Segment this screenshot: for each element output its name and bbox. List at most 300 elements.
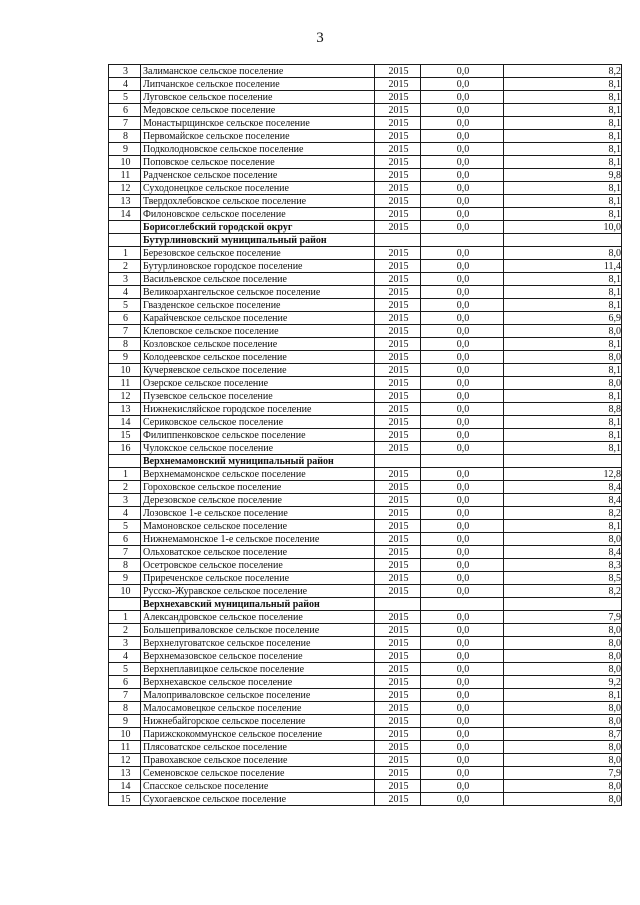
settlement-name-cell: Великоархангельское сельское поселение [141, 286, 375, 299]
value-2-cell: 8,0 [504, 741, 622, 754]
settlement-name-cell: Поповское сельское поселение [141, 156, 375, 169]
table-row [109, 611, 622, 624]
year-cell: 2015 [375, 143, 421, 156]
year-cell: 2015 [375, 741, 421, 754]
value-1-cell: 0,0 [421, 624, 504, 637]
table-row [109, 416, 622, 429]
value-2-cell: 8,1 [504, 429, 622, 442]
value-1-cell: 0,0 [421, 520, 504, 533]
row-number-cell: 11 [109, 377, 141, 390]
table-row [109, 741, 622, 754]
value-1-cell: 0,0 [421, 130, 504, 143]
value-1-cell: 0,0 [421, 91, 504, 104]
value-1-cell: 0,0 [421, 689, 504, 702]
year-cell: 2015 [375, 611, 421, 624]
value-1-cell: 0,0 [421, 117, 504, 130]
settlement-name-cell: Первомайское сельское поселение [141, 130, 375, 143]
row-number-cell: 15 [109, 793, 141, 806]
value-2-cell: 8,4 [504, 546, 622, 559]
value-2-cell: 8,0 [504, 780, 622, 793]
table-row [109, 117, 622, 130]
value-2-cell: 8,0 [504, 702, 622, 715]
value-2-cell [504, 234, 622, 247]
table-row [109, 663, 622, 676]
table-row [109, 481, 622, 494]
year-cell [375, 598, 421, 611]
table-row [109, 689, 622, 702]
settlement-name-cell: Карайчевское сельское поселение [141, 312, 375, 325]
value-1-cell: 0,0 [421, 611, 504, 624]
value-1-cell: 0,0 [421, 715, 504, 728]
row-number-cell: 10 [109, 156, 141, 169]
table-row [109, 78, 622, 91]
value-2-cell: 10,0 [504, 221, 622, 234]
value-2-cell: 8,0 [504, 533, 622, 546]
value-1-cell: 0,0 [421, 156, 504, 169]
section-heading-row [109, 234, 622, 247]
value-1-cell: 0,0 [421, 65, 504, 78]
row-number-cell: 13 [109, 403, 141, 416]
year-cell: 2015 [375, 754, 421, 767]
value-1-cell: 0,0 [421, 299, 504, 312]
value-1-cell: 0,0 [421, 273, 504, 286]
row-number-cell: 8 [109, 338, 141, 351]
value-2-cell: 8,1 [504, 390, 622, 403]
settlement-name-cell: Верхнемамонский муниципальный район [141, 455, 375, 468]
settlement-name-cell: Колодеевское сельское поселение [141, 351, 375, 364]
value-2-cell: 8,1 [504, 156, 622, 169]
value-2-cell: 8,0 [504, 637, 622, 650]
year-cell: 2015 [375, 403, 421, 416]
value-2-cell: 8,1 [504, 195, 622, 208]
value-2-cell: 8,1 [504, 117, 622, 130]
value-2-cell: 8,0 [504, 793, 622, 806]
settlement-name-cell: Малосамовецкое сельское поселение [141, 702, 375, 715]
year-cell: 2015 [375, 585, 421, 598]
settlements-table [108, 64, 622, 806]
table-row [109, 143, 622, 156]
row-number-cell: 8 [109, 130, 141, 143]
table-row [109, 195, 622, 208]
value-2-cell: 8,1 [504, 416, 622, 429]
row-number-cell: 5 [109, 663, 141, 676]
table-row [109, 637, 622, 650]
value-2-cell: 8,4 [504, 481, 622, 494]
row-number-cell: 2 [109, 624, 141, 637]
row-number-cell: 15 [109, 429, 141, 442]
row-number-cell: 14 [109, 416, 141, 429]
table-row [109, 65, 622, 78]
value-1-cell: 0,0 [421, 559, 504, 572]
settlement-name-cell: Сериковское сельское поселение [141, 416, 375, 429]
year-cell: 2015 [375, 507, 421, 520]
value-1-cell: 0,0 [421, 312, 504, 325]
table-row [109, 338, 622, 351]
value-2-cell: 8,1 [504, 520, 622, 533]
table-row [109, 273, 622, 286]
year-cell: 2015 [375, 351, 421, 364]
settlement-name-cell: Луговское сельское поселение [141, 91, 375, 104]
value-2-cell: 8,4 [504, 494, 622, 507]
settlement-name-cell: Дерезовское сельское поселение [141, 494, 375, 507]
year-cell: 2015 [375, 286, 421, 299]
settlement-name-cell: Бутурлиновское городское поселение [141, 260, 375, 273]
value-2-cell: 8,1 [504, 338, 622, 351]
value-1-cell: 0,0 [421, 663, 504, 676]
table-row [109, 793, 622, 806]
table-row [109, 494, 622, 507]
settlement-name-cell: Верхнемазовское сельское поселение [141, 650, 375, 663]
value-1-cell: 0,0 [421, 377, 504, 390]
value-1-cell: 0,0 [421, 728, 504, 741]
settlement-name-cell: Семеновское сельское поселение [141, 767, 375, 780]
table-row [109, 182, 622, 195]
year-cell: 2015 [375, 767, 421, 780]
value-1-cell: 0,0 [421, 507, 504, 520]
year-cell [375, 455, 421, 468]
value-1-cell: 0,0 [421, 793, 504, 806]
value-1-cell: 0,0 [421, 494, 504, 507]
value-1-cell [421, 455, 504, 468]
year-cell: 2015 [375, 117, 421, 130]
settlement-name-cell: Васильевское сельское поселение [141, 273, 375, 286]
table-row [109, 702, 622, 715]
table-row [109, 312, 622, 325]
year-cell: 2015 [375, 533, 421, 546]
value-2-cell: 8,2 [504, 507, 622, 520]
value-2-cell: 8,1 [504, 182, 622, 195]
settlement-name-cell: Гвазденское сельское поселение [141, 299, 375, 312]
year-cell: 2015 [375, 520, 421, 533]
year-cell: 2015 [375, 416, 421, 429]
table-row [109, 507, 622, 520]
value-2-cell: 8,0 [504, 624, 622, 637]
value-2-cell: 8,1 [504, 78, 622, 91]
table-row [109, 260, 622, 273]
value-1-cell: 0,0 [421, 364, 504, 377]
value-1-cell: 0,0 [421, 104, 504, 117]
value-2-cell: 8,7 [504, 728, 622, 741]
year-cell: 2015 [375, 130, 421, 143]
year-cell: 2015 [375, 169, 421, 182]
settlement-name-cell: Залиманское сельское поселение [141, 65, 375, 78]
row-number-cell: 8 [109, 559, 141, 572]
table-row [109, 585, 622, 598]
year-cell: 2015 [375, 221, 421, 234]
table-row [109, 91, 622, 104]
value-1-cell: 0,0 [421, 546, 504, 559]
value-1-cell: 0,0 [421, 481, 504, 494]
row-number-cell: 3 [109, 273, 141, 286]
value-1-cell: 0,0 [421, 702, 504, 715]
row-number-cell: 13 [109, 195, 141, 208]
row-number-cell: 10 [109, 364, 141, 377]
table-row [109, 767, 622, 780]
section-heading-row [109, 221, 622, 234]
settlement-name-cell: Приреченское сельское поселение [141, 572, 375, 585]
value-1-cell: 0,0 [421, 637, 504, 650]
settlement-name-cell: Кучеряевское сельское поселение [141, 364, 375, 377]
value-2-cell: 7,9 [504, 611, 622, 624]
year-cell: 2015 [375, 442, 421, 455]
settlement-name-cell: Борисоглебский городской округ [141, 221, 375, 234]
value-1-cell: 0,0 [421, 754, 504, 767]
value-2-cell: 12,8 [504, 468, 622, 481]
year-cell: 2015 [375, 793, 421, 806]
settlement-name-cell: Лозовское 1-е сельское поселение [141, 507, 375, 520]
settlements-table-body [109, 65, 622, 806]
table-row [109, 442, 622, 455]
value-2-cell: 6,9 [504, 312, 622, 325]
row-number-cell: 11 [109, 741, 141, 754]
row-number-cell: 6 [109, 676, 141, 689]
value-2-cell: 8,0 [504, 715, 622, 728]
page-number: 3 [316, 30, 324, 46]
table-row [109, 351, 622, 364]
settlement-name-cell: Радченское сельское поселение [141, 169, 375, 182]
value-2-cell: 8,0 [504, 351, 622, 364]
settlement-name-cell: Твердохлебовское сельское поселение [141, 195, 375, 208]
value-2-cell: 8,1 [504, 364, 622, 377]
year-cell: 2015 [375, 494, 421, 507]
year-cell: 2015 [375, 676, 421, 689]
row-number-cell [109, 598, 141, 611]
value-2-cell: 8,1 [504, 143, 622, 156]
year-cell: 2015 [375, 650, 421, 663]
row-number-cell: 7 [109, 117, 141, 130]
settlement-name-cell: Медовское сельское поселение [141, 104, 375, 117]
settlement-name-cell: Спасское сельское поселение [141, 780, 375, 793]
year-cell: 2015 [375, 91, 421, 104]
table-row [109, 754, 622, 767]
row-number-cell: 7 [109, 689, 141, 702]
settlement-name-cell: Нижнемамонское 1-е сельское поселение [141, 533, 375, 546]
section-heading-row [109, 455, 622, 468]
year-cell: 2015 [375, 208, 421, 221]
value-2-cell: 8,1 [504, 104, 622, 117]
table-row [109, 104, 622, 117]
year-cell: 2015 [375, 195, 421, 208]
value-1-cell: 0,0 [421, 429, 504, 442]
row-number-cell: 14 [109, 208, 141, 221]
settlement-name-cell: Малоприваловское сельское поселение [141, 689, 375, 702]
settlement-name-cell: Клеповское сельское поселение [141, 325, 375, 338]
table-row [109, 780, 622, 793]
value-2-cell: 11,4 [504, 260, 622, 273]
value-1-cell: 0,0 [421, 572, 504, 585]
table-row [109, 728, 622, 741]
value-1-cell: 0,0 [421, 221, 504, 234]
value-1-cell: 0,0 [421, 468, 504, 481]
row-number-cell: 2 [109, 260, 141, 273]
value-1-cell: 0,0 [421, 338, 504, 351]
table-row [109, 377, 622, 390]
section-heading-row [109, 598, 622, 611]
settlement-name-cell: Березовское сельское поселение [141, 247, 375, 260]
value-2-cell [504, 598, 622, 611]
value-1-cell: 0,0 [421, 325, 504, 338]
value-2-cell: 8,2 [504, 585, 622, 598]
value-1-cell: 0,0 [421, 247, 504, 260]
year-cell: 2015 [375, 468, 421, 481]
row-number-cell: 7 [109, 546, 141, 559]
table-row [109, 650, 622, 663]
year-cell: 2015 [375, 156, 421, 169]
value-1-cell: 0,0 [421, 208, 504, 221]
year-cell: 2015 [375, 559, 421, 572]
value-1-cell: 0,0 [421, 390, 504, 403]
value-2-cell: 8,5 [504, 572, 622, 585]
table-row [109, 572, 622, 585]
year-cell: 2015 [375, 247, 421, 260]
table-row [109, 390, 622, 403]
settlement-name-cell: Гороховское сельское поселение [141, 481, 375, 494]
row-number-cell: 1 [109, 247, 141, 260]
row-number-cell: 4 [109, 286, 141, 299]
settlement-name-cell: Верхнехавский муниципальный район [141, 598, 375, 611]
value-1-cell: 0,0 [421, 260, 504, 273]
row-number-cell: 9 [109, 143, 141, 156]
row-number-cell: 4 [109, 507, 141, 520]
row-number-cell: 1 [109, 468, 141, 481]
year-cell: 2015 [375, 377, 421, 390]
value-2-cell: 8,0 [504, 247, 622, 260]
row-number-cell: 12 [109, 390, 141, 403]
table-row [109, 403, 622, 416]
row-number-cell: 9 [109, 572, 141, 585]
year-cell: 2015 [375, 780, 421, 793]
settlement-name-cell: Верхнелуговатское сельское поселение [141, 637, 375, 650]
row-number-cell: 10 [109, 728, 141, 741]
value-2-cell: 8,0 [504, 650, 622, 663]
row-number-cell: 8 [109, 702, 141, 715]
year-cell: 2015 [375, 78, 421, 91]
row-number-cell: 4 [109, 78, 141, 91]
value-2-cell: 8,1 [504, 286, 622, 299]
row-number-cell: 6 [109, 104, 141, 117]
year-cell: 2015 [375, 702, 421, 715]
value-2-cell: 8,1 [504, 130, 622, 143]
value-2-cell: 8,8 [504, 403, 622, 416]
settlement-name-cell: Монастырщинское сельское поселение [141, 117, 375, 130]
year-cell: 2015 [375, 273, 421, 286]
row-number-cell: 14 [109, 780, 141, 793]
settlement-name-cell: Верхнемамонское сельское поселение [141, 468, 375, 481]
row-number-cell: 5 [109, 91, 141, 104]
table-row [109, 715, 622, 728]
value-1-cell: 0,0 [421, 182, 504, 195]
settlement-name-cell: Озерское сельское поселение [141, 377, 375, 390]
row-number-cell: 3 [109, 65, 141, 78]
row-number-cell: 9 [109, 351, 141, 364]
table-row [109, 208, 622, 221]
settlement-name-cell: Суходонецкое сельское поселение [141, 182, 375, 195]
table-row [109, 130, 622, 143]
value-1-cell: 0,0 [421, 195, 504, 208]
value-2-cell: 8,1 [504, 689, 622, 702]
value-1-cell: 0,0 [421, 351, 504, 364]
year-cell: 2015 [375, 481, 421, 494]
settlement-name-cell: Бутурлиновский муниципальный район [141, 234, 375, 247]
settlement-name-cell: Александровское сельское поселение [141, 611, 375, 624]
settlement-name-cell: Чулокское сельское поселение [141, 442, 375, 455]
row-number-cell: 4 [109, 650, 141, 663]
value-1-cell: 0,0 [421, 416, 504, 429]
row-number-cell: 2 [109, 481, 141, 494]
row-number-cell: 1 [109, 611, 141, 624]
row-number-cell: 12 [109, 182, 141, 195]
value-2-cell: 8,2 [504, 65, 622, 78]
value-2-cell: 8,0 [504, 325, 622, 338]
row-number-cell: 9 [109, 715, 141, 728]
settlement-name-cell: Верхнехавское сельское поселение [141, 676, 375, 689]
settlement-name-cell: Правохавское сельское поселение [141, 754, 375, 767]
table-row [109, 559, 622, 572]
settlement-name-cell: Русско-Журавское сельское поселение [141, 585, 375, 598]
settlement-name-cell: Нижнебайгорское сельское поселение [141, 715, 375, 728]
row-number-cell: 6 [109, 312, 141, 325]
row-number-cell: 6 [109, 533, 141, 546]
value-2-cell: 8,1 [504, 442, 622, 455]
value-1-cell: 0,0 [421, 169, 504, 182]
settlement-name-cell: Подколодновское сельское поселение [141, 143, 375, 156]
year-cell: 2015 [375, 728, 421, 741]
row-number-cell: 7 [109, 325, 141, 338]
year-cell: 2015 [375, 390, 421, 403]
row-number-cell [109, 234, 141, 247]
settlement-name-cell: Ольховатское сельское поселение [141, 546, 375, 559]
year-cell: 2015 [375, 429, 421, 442]
year-cell: 2015 [375, 325, 421, 338]
value-2-cell: 8,1 [504, 273, 622, 286]
year-cell: 2015 [375, 299, 421, 312]
row-number-cell: 13 [109, 767, 141, 780]
value-1-cell: 0,0 [421, 403, 504, 416]
value-1-cell: 0,0 [421, 585, 504, 598]
table-row [109, 429, 622, 442]
year-cell: 2015 [375, 624, 421, 637]
settlement-name-cell: Сухогаевское сельское поселение [141, 793, 375, 806]
settlement-name-cell: Филоновское сельское поселение [141, 208, 375, 221]
row-number-cell: 3 [109, 637, 141, 650]
value-2-cell: 8,0 [504, 754, 622, 767]
settlement-name-cell: Липчанское сельское поселение [141, 78, 375, 91]
table-row [109, 624, 622, 637]
table-row [109, 156, 622, 169]
year-cell: 2015 [375, 65, 421, 78]
table-row [109, 533, 622, 546]
value-1-cell: 0,0 [421, 78, 504, 91]
row-number-cell [109, 221, 141, 234]
year-cell: 2015 [375, 338, 421, 351]
row-number-cell: 5 [109, 520, 141, 533]
settlement-name-cell: Верхнеплавицкое сельское поселение [141, 663, 375, 676]
year-cell [375, 234, 421, 247]
table-row [109, 247, 622, 260]
row-number-cell: 16 [109, 442, 141, 455]
row-number-cell: 10 [109, 585, 141, 598]
value-1-cell: 0,0 [421, 780, 504, 793]
table-row [109, 676, 622, 689]
settlement-name-cell: Мамоновское сельское поселение [141, 520, 375, 533]
value-2-cell: 7,9 [504, 767, 622, 780]
row-number-cell: 12 [109, 754, 141, 767]
row-number-cell: 3 [109, 494, 141, 507]
value-2-cell: 9,8 [504, 169, 622, 182]
value-1-cell: 0,0 [421, 286, 504, 299]
year-cell: 2015 [375, 715, 421, 728]
value-1-cell: 0,0 [421, 143, 504, 156]
